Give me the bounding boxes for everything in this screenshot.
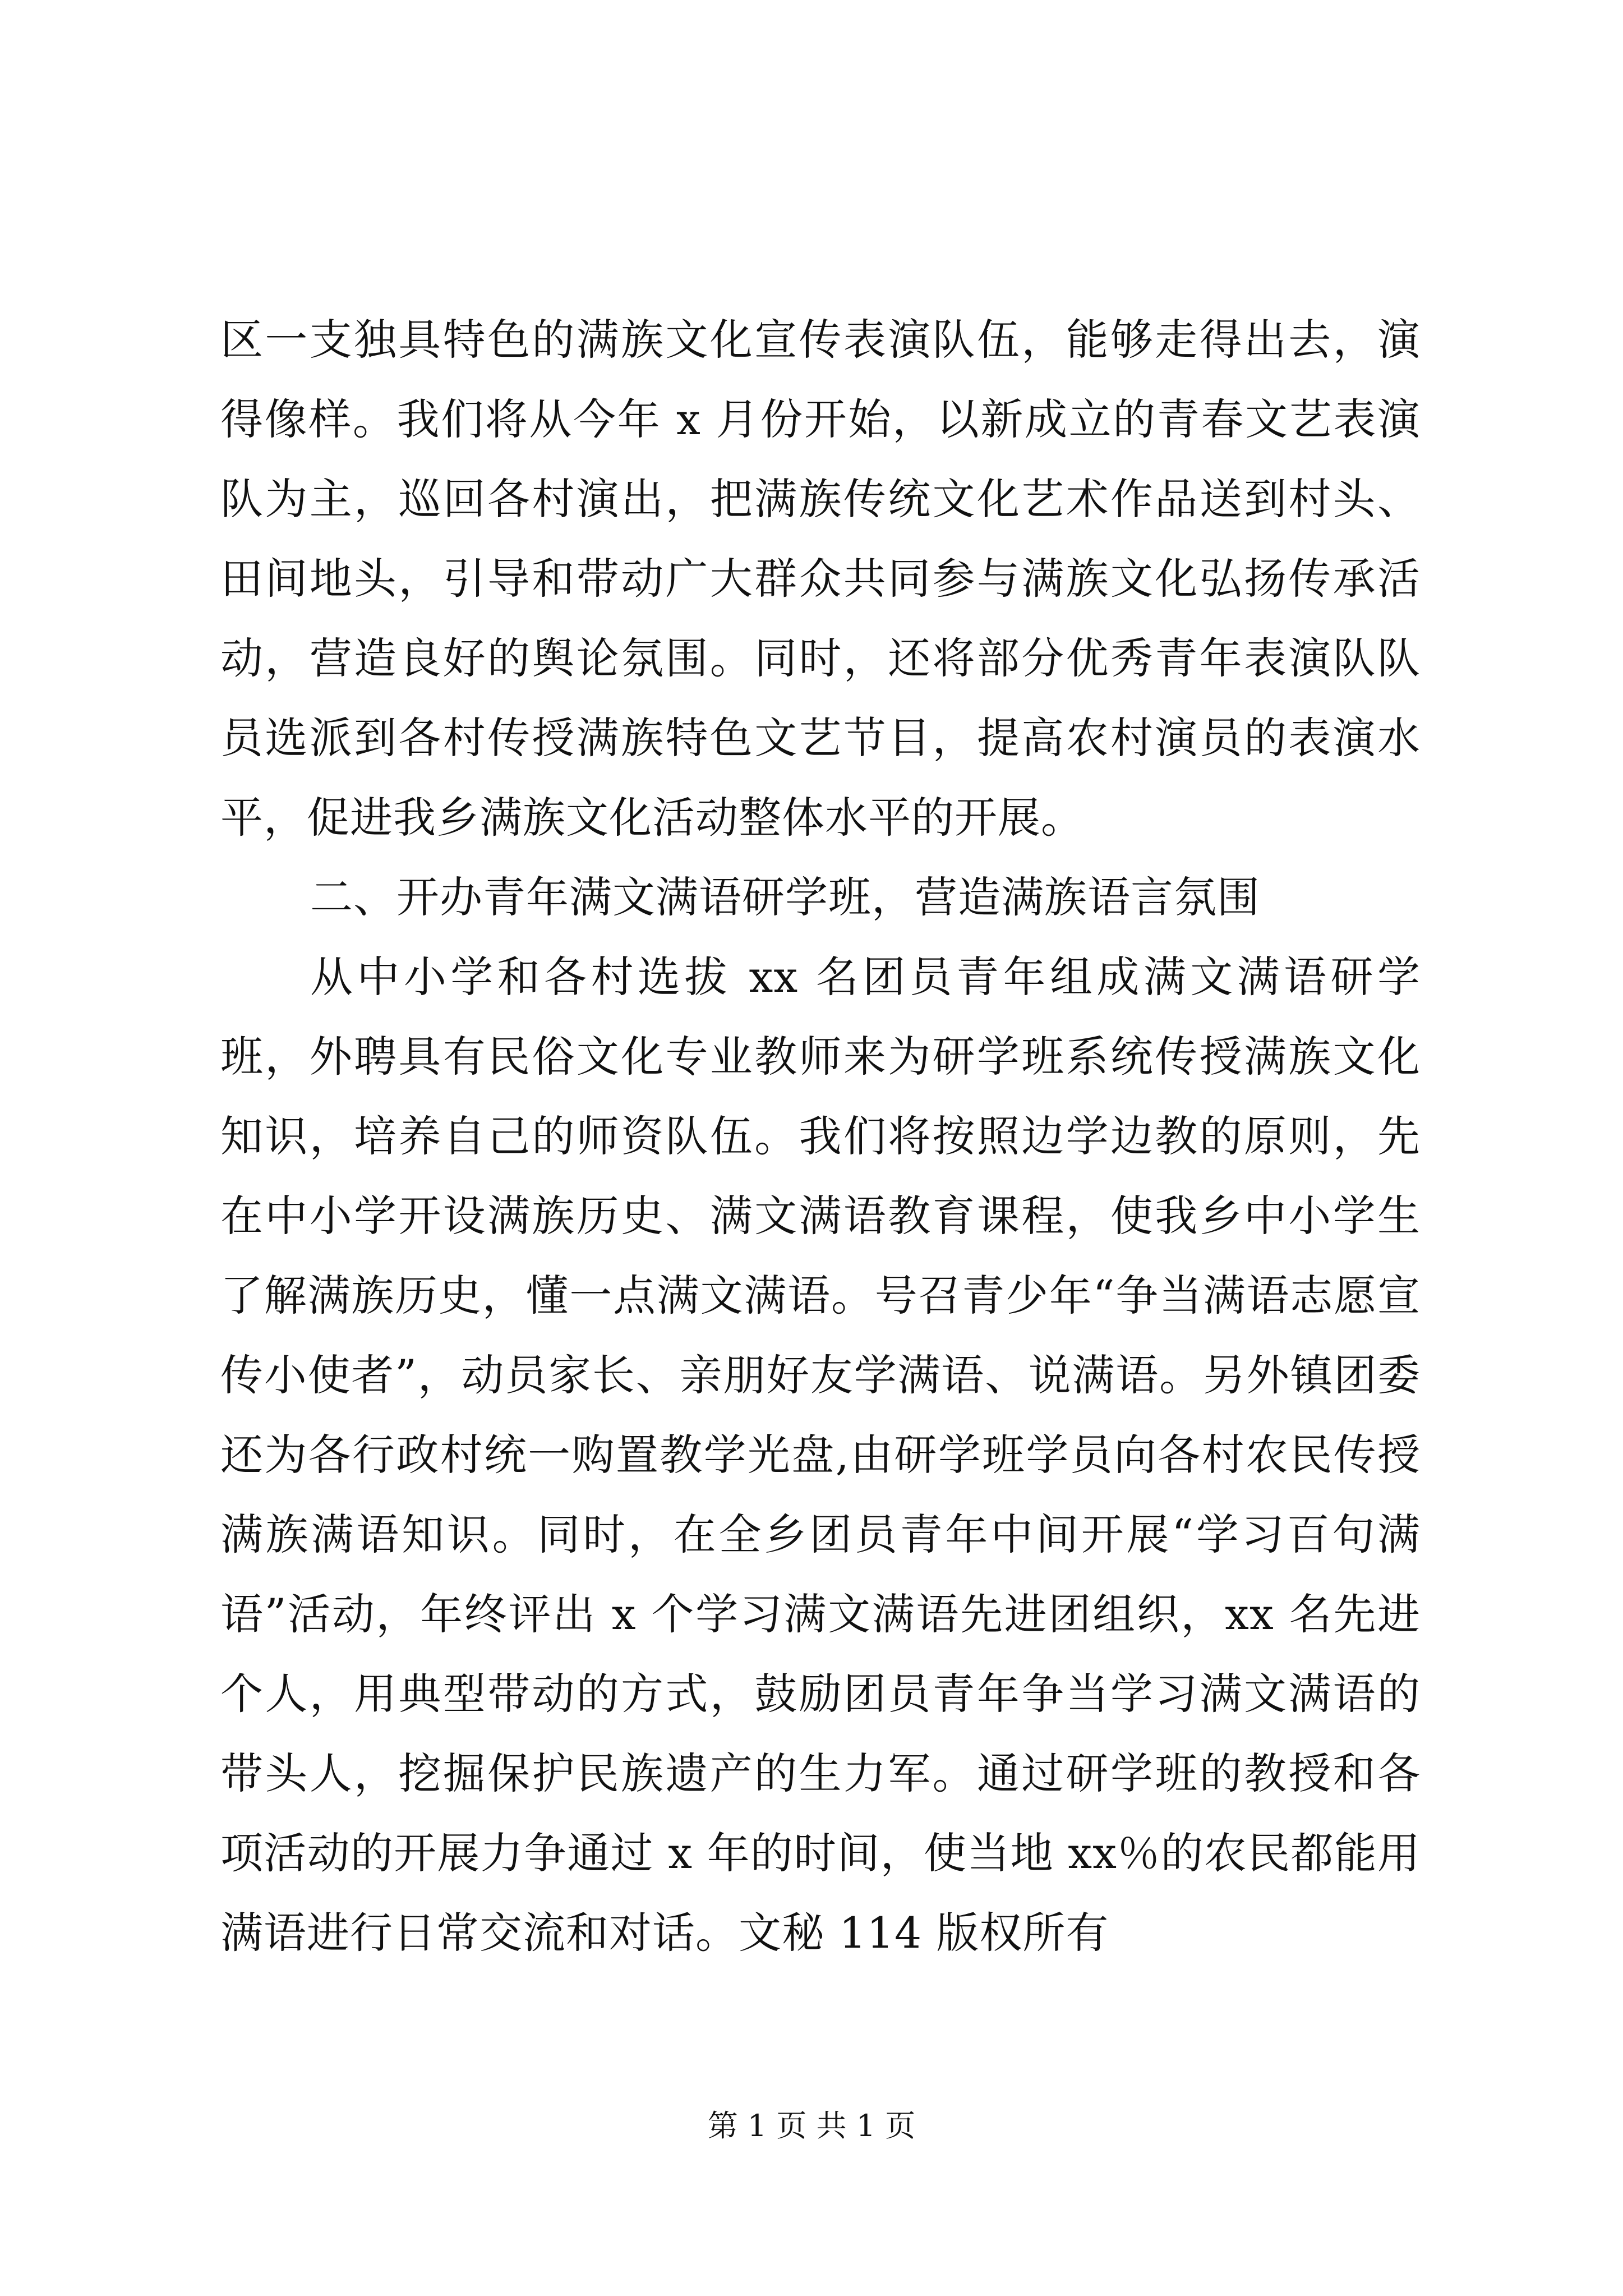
page-footer: 第 1 页 共 1 页 [707, 2108, 916, 2143]
paragraph-2: 从中小学和各村选拔 xx 名团员青年组成满文满语研学班，外聘具有民俗文化专业教师来为研学班系统传授满族文化知识，培养自己的师资队伍。我们将按照边学边教的原则，先在中小学开设满族历史、满文满语教育课程，使我乡中小学生了解满族历史，懂一点满文满语。号召青少年“争当满语志愿宣传小使者”，动员家长、亲朋好友学满语、说满语。另外镇团委还为各行政村统一购置教学光盘,由研学班学员向各村农民传授满族满语知识。同时，在全乡团员青年中间开展“学习百句满语”活动，年终评出 x 个学习满文满语先进团组织，xx 名先进个人，用典型带动的方式，鼓励团员青年争当学习满文满语的带头人，挖掘保护民族遗产的生力军。通过研学班的教授和各项活动的开展力争通过 x 年的时间，使当地 xx％的农民都能用满语进行日常交流和对话。文秘 114 版权所有 [220, 952, 1421, 1958]
paragraph-1: 区一支独具特色的满族文化宣传表演队伍，能够走得出去，演得像样。我们将从今年 x 月份开始，以新成立的青春文艺表演队为主，巡回各村演出，把满族传统文化艺术作品送到村头、田间地头，引导和带动广大群众共同参与满族文化弘扬传承活动，营造良好的舆论氛围。同时，还将部分优秀青年表演队队员选派到各村传授满族特色文艺节目，提高农村演员的表演水平，促进我乡满族文化活动整体水平的开展。 [220, 315, 1421, 843]
document-body [220, 300, 1421, 1973]
section-heading: 二、开办青年满文满语研学班，营造满族语言氛围 [310, 872, 1260, 922]
